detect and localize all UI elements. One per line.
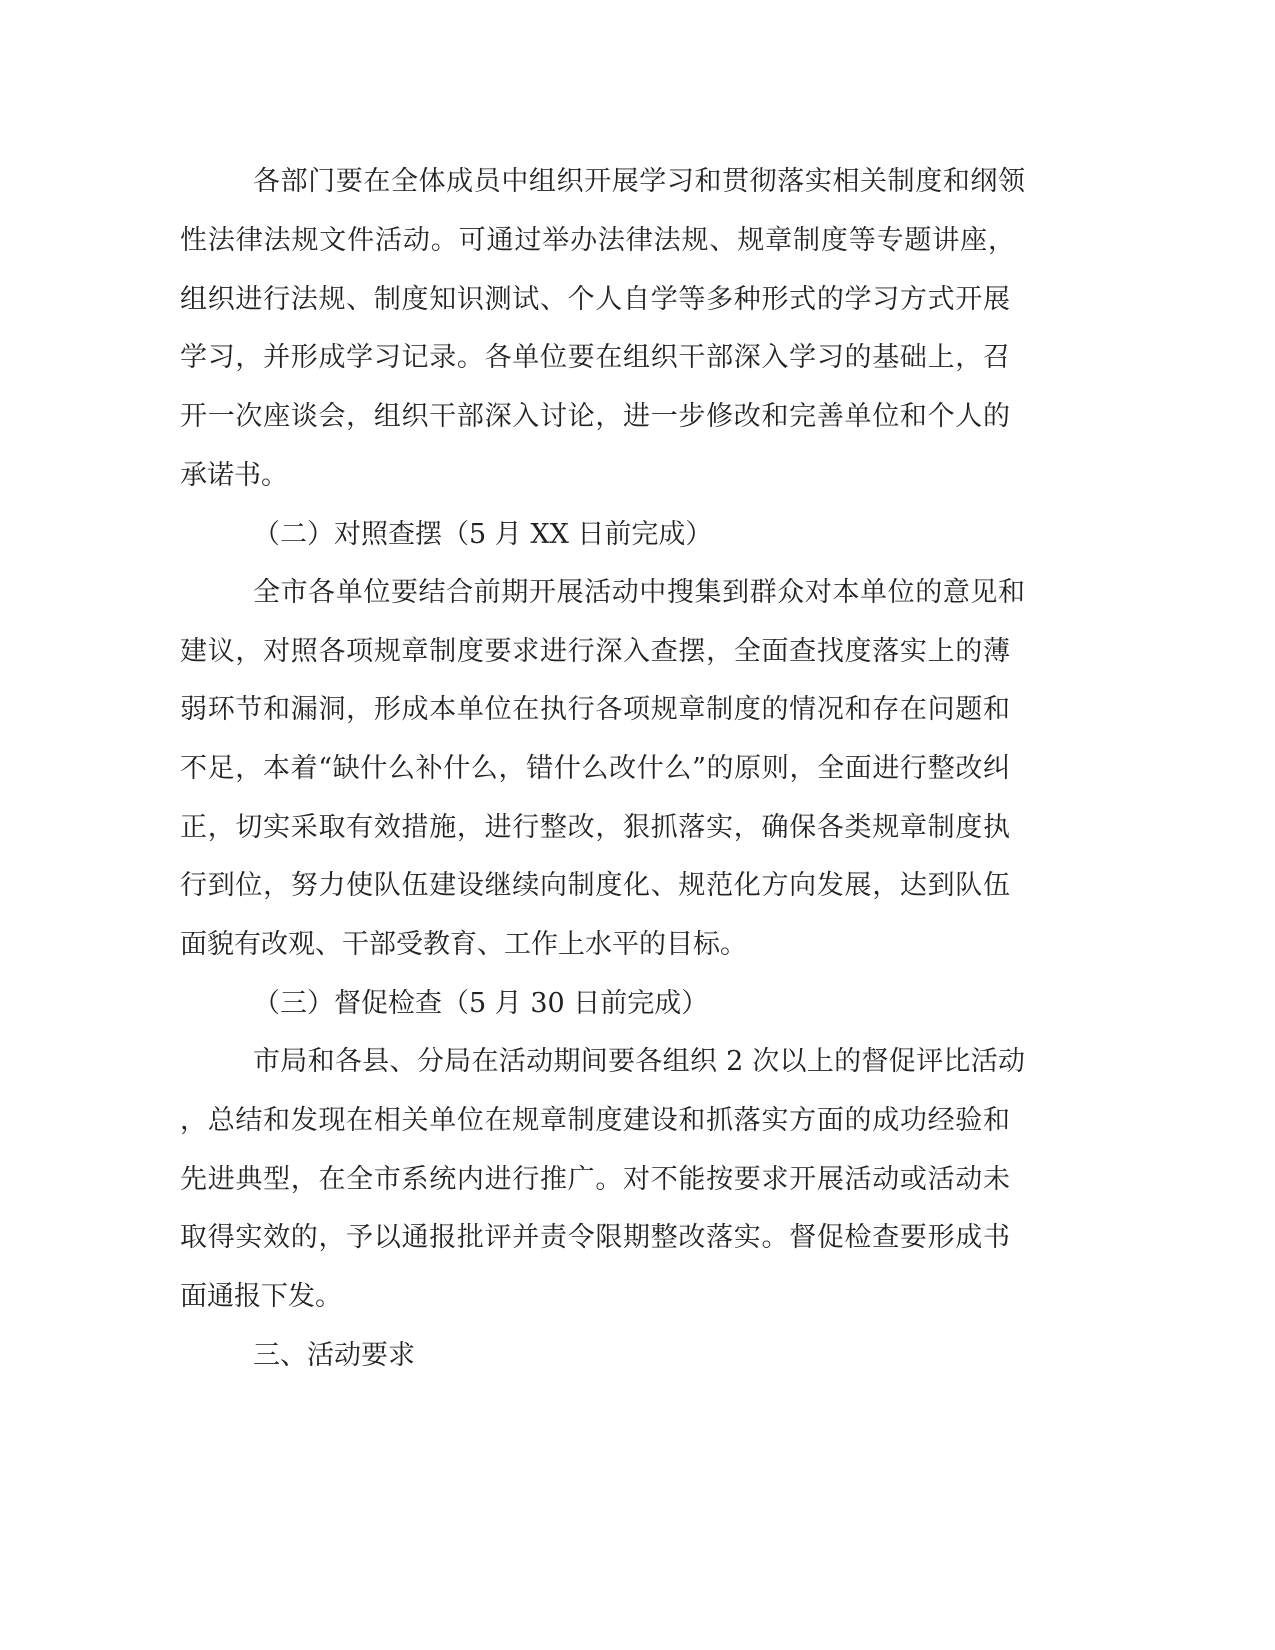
paragraph-2-line-4: 不足，本着“缺什么补什么，错什么改什么”的原则，全面进行整改纠 <box>180 753 1010 784</box>
paragraph-2-line-5: 正，切实采取有效措施，进行整改，狠抓落实，确保各类规章制度执 <box>180 812 1010 843</box>
section-heading-2: （二）对照查摆（5 月 XX 日前完成） <box>253 519 713 550</box>
section-heading-activity-requirements: 三、活动要求 <box>253 1340 415 1371</box>
paragraph-1-line-5: 开一次座谈会，组织干部深入讨论，进一步修改和完善单位和个人的 <box>180 401 1010 432</box>
section-heading-3: （三）督促检查（5 月 30 日前完成） <box>253 988 709 1019</box>
paragraph-2-line-2: 建议，对照各项规章制度要求进行深入查摆，全面查找度落实上的薄 <box>180 636 1010 667</box>
paragraph-2-line-1: 全市各单位要结合前期开展活动中搜集到群众对本单位的意见和 <box>253 577 1025 608</box>
paragraph-1-line-3: 组织进行法规、制度知识测试、个人自学等多种形式的学习方式开展 <box>180 284 1010 315</box>
paragraph-2-line-6: 行到位，努力使队伍建设继续向制度化、规范化方向发展，达到队伍 <box>180 870 1010 901</box>
paragraph-3-line-1: 市局和各县、分局在活动期间要各组织 2 次以上的督促评比活动 <box>253 1046 1025 1077</box>
paragraph-1-line-1: 各部门要在全体成员中组织开展学习和贯彻落实相关制度和纲领 <box>253 166 1025 197</box>
paragraph-2-line-7: 面貌有改观、干部受教育、工作上水平的目标。 <box>180 929 747 960</box>
paragraph-2-line-3: 弱环节和漏洞，形成本单位在执行各项规章制度的情况和存在问题和 <box>180 694 1010 725</box>
paragraph-3-line-5: 面通报下发。 <box>180 1281 342 1312</box>
paragraph-3-line-4: 取得实效的，予以通报批评并责令限期整改落实。督促检查要形成书 <box>180 1222 1010 1253</box>
paragraph-3-line-2: ，总结和发现在相关单位在规章制度建设和抓落实方面的成功经验和 <box>180 1105 1010 1136</box>
paragraph-1-line-4: 学习，并形成学习记录。各单位要在组织干部深入学习的基础上，召 <box>180 342 1010 373</box>
paragraph-1-line-6: 承诺书。 <box>180 460 288 491</box>
paragraph-1-line-2: 性法律法规文件活动。可通过举办法律法规、规章制度等专题讲座， <box>180 225 1015 256</box>
paragraph-3-line-3: 先进典型，在全市系统内进行推广。对不能按要求开展活动或活动未 <box>180 1164 1010 1195</box>
